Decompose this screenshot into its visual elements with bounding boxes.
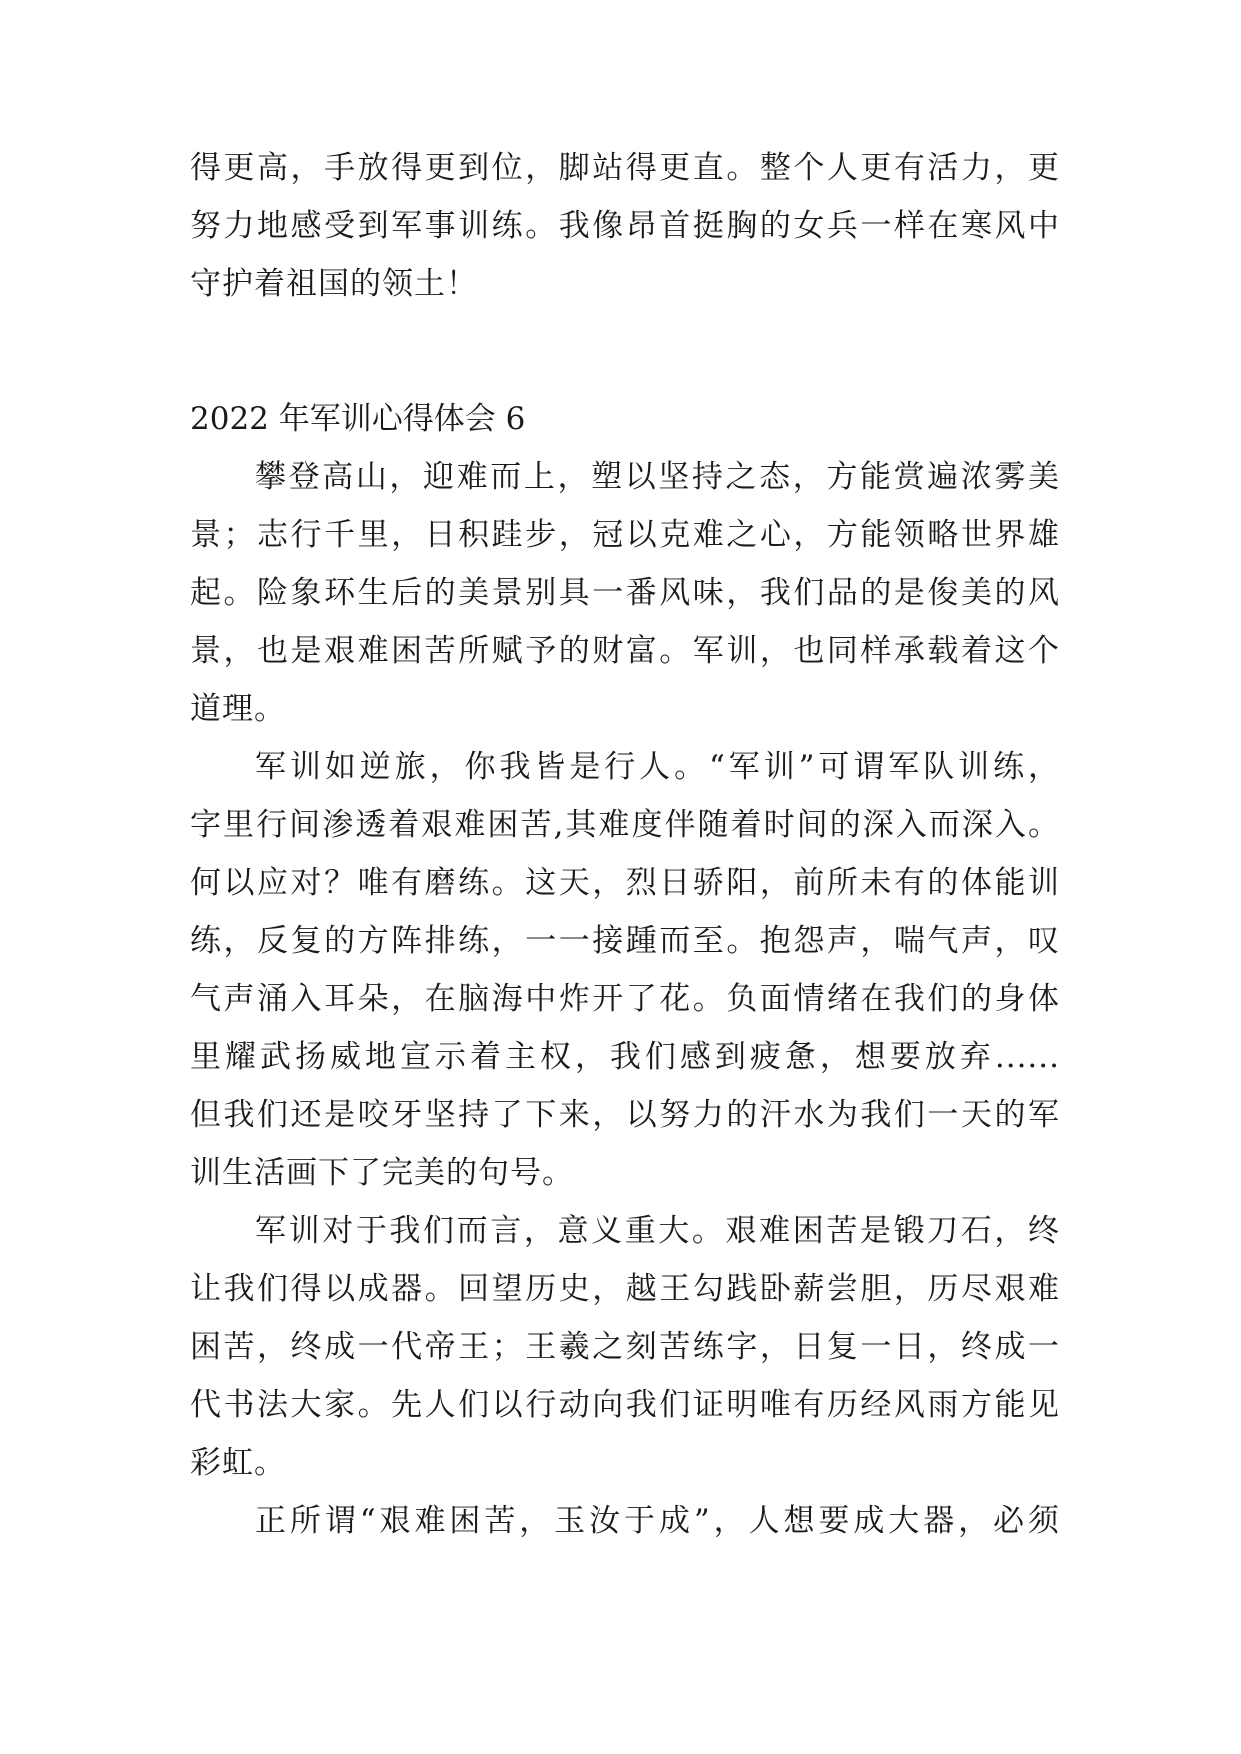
paragraph-2-line: 何以应对？唯有磨练。这天，烈日骄阳，前所未有的体能训 xyxy=(190,865,1060,901)
paragraph-3-line: 困苦，终成一代帝王；王羲之刻苦练字，日复一日，终成一 xyxy=(190,1329,1060,1365)
intro-paragraph xyxy=(190,139,1060,313)
text-line: 得更高，手放得更到位，脚站得更直。整个人更有活力，更 xyxy=(190,150,1060,186)
paragraph-3-line: 彩虹。 xyxy=(190,1445,286,1481)
paragraph-2-line: 气声涌入耳朵，在脑海中炸开了花。负面情绪在我们的身体 xyxy=(190,981,1060,1017)
paragraph-3-line: 代书法大家。先人们以行动向我们证明唯有历经风雨方能见 xyxy=(190,1387,1060,1423)
paragraph-3-line: 让我们得以成器。回望历史，越王勾践卧薪尝胆，历尽艰难 xyxy=(190,1271,1060,1307)
section-heading: 2022 年军训心得体会 6 xyxy=(190,401,526,437)
paragraph-1-line: 景，也是艰难困苦所赋予的财富。军训，也同样承载着这个 xyxy=(190,633,1060,669)
paragraph-2-line: 但我们还是咬牙坚持了下来，以努力的汗水为我们一天的军 xyxy=(190,1097,1060,1133)
paragraph-2-line: 字里行间渗透着艰难困苦,其难度伴随着时间的深入而深入。 xyxy=(190,807,1060,843)
paragraph-2-line: 里耀武扬威地宣示着主权，我们感到疲惫，想要放弃...... xyxy=(190,1039,1060,1075)
paragraph-2-line: 军训如逆旅，你我皆是行人。“军训”可谓军队训练， xyxy=(255,749,1060,785)
paragraph-1-line: 道理。 xyxy=(190,691,286,727)
paragraph-2-line: 练，反复的方阵排练，一一接踵而至。抱怨声，喘气声，叹 xyxy=(190,923,1060,959)
paragraph-4-line: 正所谓“艰难困苦，玉汝于成”，人想要成大器，必须 xyxy=(255,1503,1060,1539)
text-line: 守护着祖国的领土！ xyxy=(190,266,478,302)
body-text xyxy=(190,448,1060,1550)
paragraph-3-line: 军训对于我们而言，意义重大。艰难困苦是锻刀石，终 xyxy=(255,1213,1060,1249)
paragraph-2-line: 训生活画下了完美的句号。 xyxy=(190,1155,574,1191)
paragraph-1-line: 起。险象环生后的美景别具一番风味，我们品的是俊美的风 xyxy=(190,575,1060,611)
text-line: 努力地感受到军事训练。我像昂首挺胸的女兵一样在寒风中 xyxy=(190,208,1060,244)
paragraph-1-line: 景；志行千里，日积跬步，冠以克难之心，方能领略世界雄 xyxy=(190,517,1060,553)
paragraph-1-line: 攀登高山，迎难而上，塑以坚持之态，方能赏遍浓雾美 xyxy=(255,459,1060,495)
